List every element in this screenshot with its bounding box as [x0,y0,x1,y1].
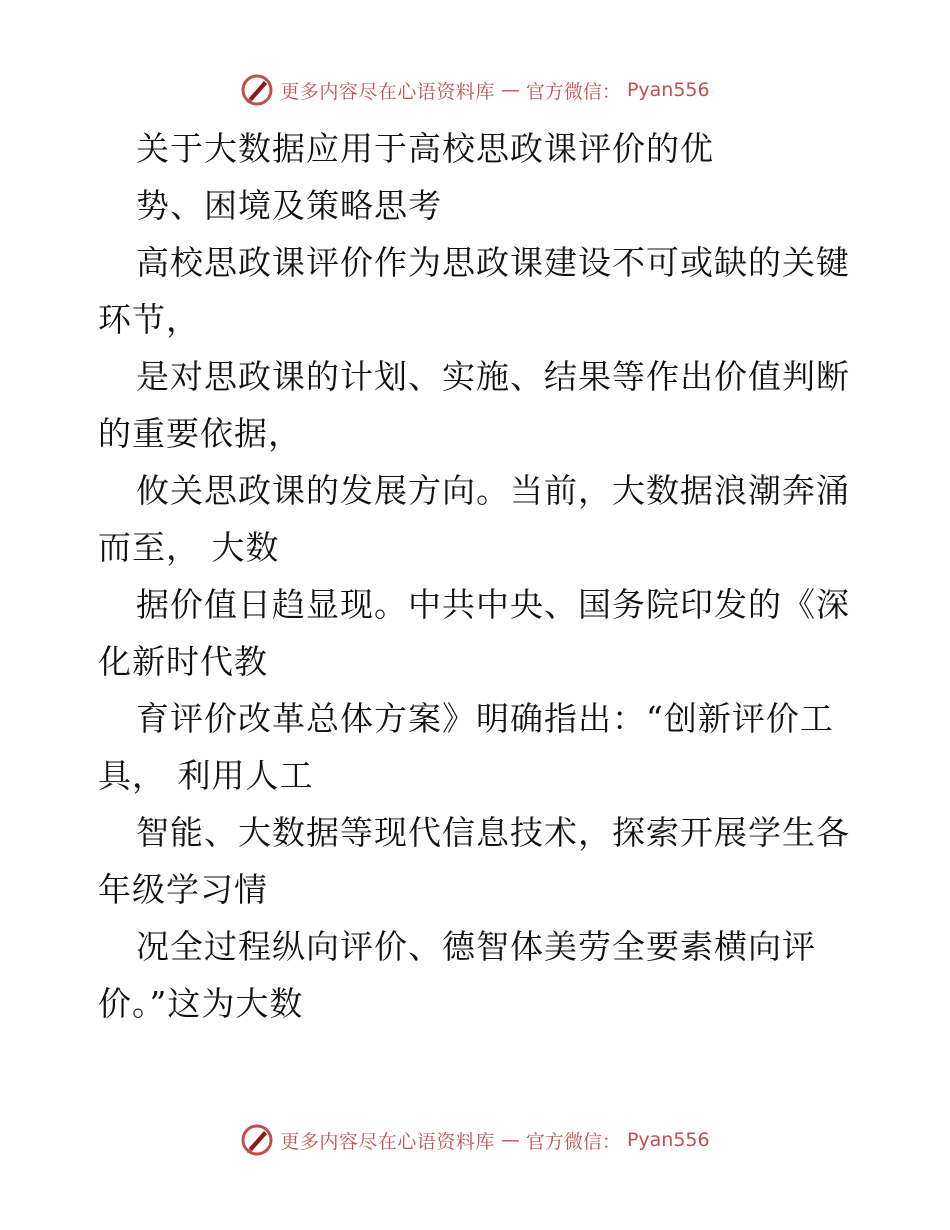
header-banner [0,70,950,110]
paragraph-line: 据价值日趋显现。中共中央、国务院印发的《深 [136,585,850,624]
header-dash: — [500,79,520,101]
footer-dash: — [500,1129,520,1151]
footer-wechat-id: Pyan556 [626,1129,710,1151]
paragraph-line: 高校思政课评价作为思政课建设不可或缺的关键 [136,243,850,282]
paragraph-line: 育评价改革总体方案》明确指出：“创新评价工 [136,699,834,738]
paragraph-line: 价。”这为大数 [98,984,304,1023]
paragraph-line: 具， 利用人工 [98,756,314,795]
paragraph-line: 况全过程纵向评价、德智体美劳全要素横向评 [136,927,816,966]
pen-logo-icon [240,1123,274,1157]
paragraph-line: 化新时代教 [98,642,268,681]
title-line-2: 势、困境及策略思考 [136,186,442,225]
paragraph-line: 攸关思政课的发展方向。当前，大数据浪潮奔涌 [136,471,850,510]
paragraph-line: 是对思政课的计划、实施、结果等作出价值判断 [136,357,850,396]
paragraph-line: 环节， [98,300,200,339]
title-line-1: 关于大数据应用于高校思政课评价的优 [136,129,714,168]
paragraph-line: 而至， 大数 [98,528,280,567]
document-body [98,120,858,1032]
footer-official-text: 官方微信： [525,1130,621,1153]
paragraph-line: 年级学习情 [98,870,268,909]
header-site-text: 更多内容尽在心语资料库 [280,80,495,103]
paragraph-line: 的重要依据， [98,414,302,453]
paragraph-line: 智能、大数据等现代信息技术，探索开展学生各 [136,813,850,852]
pen-logo-icon [240,73,274,107]
header-wechat-id: Pyan556 [626,79,710,101]
footer-banner [0,1120,950,1160]
footer-site-text: 更多内容尽在心语资料库 [280,1130,495,1153]
header-official-text: 官方微信： [525,80,621,103]
